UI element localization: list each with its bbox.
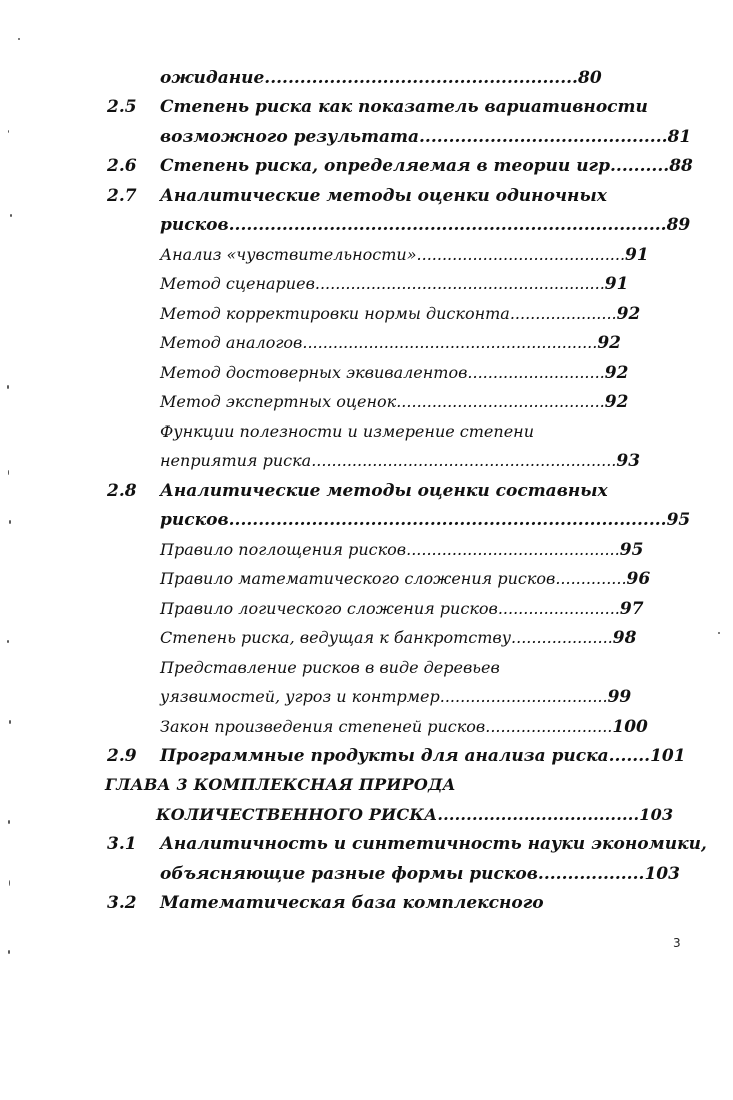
page-number: 3 xyxy=(673,936,681,950)
toc-entry-number: 2.8 xyxy=(107,481,137,501)
scan-speck xyxy=(9,520,11,524)
toc-entry xyxy=(160,421,534,443)
toc-entry-text: Аналитичность и синтетичность науки экономики, xyxy=(160,834,707,854)
toc-entry xyxy=(160,745,686,767)
toc-entry xyxy=(160,686,631,708)
toc-entry xyxy=(160,244,649,266)
toc-entry-page: 96 xyxy=(626,569,651,589)
toc-entry xyxy=(160,303,640,325)
scan-speck xyxy=(8,950,10,954)
toc-entry-page: 93 xyxy=(616,451,641,471)
scan-speck xyxy=(718,632,720,634)
scan-speck xyxy=(8,820,10,824)
toc-entry-text: возможного результата.......................................... xyxy=(160,127,668,147)
toc-entry-text: Программные продукты для анализа риска....... xyxy=(160,746,651,766)
toc-entry-page: 92 xyxy=(604,392,629,412)
toc-entry-page: 88 xyxy=(669,156,693,176)
toc-entry-text: Метод аналогов.......................................................... xyxy=(160,333,598,352)
toc-entry xyxy=(160,480,608,502)
toc-entry-number: 2.7 xyxy=(107,186,137,206)
toc-entry-page: 98 xyxy=(612,628,637,648)
toc-entry-page: 95 xyxy=(666,510,691,530)
toc-entry-number: 3.2 xyxy=(107,893,137,913)
toc-entry xyxy=(160,391,628,413)
scan-speck xyxy=(8,470,9,475)
toc-entry-text: Аналитические методы оценки составных xyxy=(160,481,608,501)
toc-entry-text: Математическая база комплексного xyxy=(160,893,544,913)
toc-entry-page: 101 xyxy=(650,746,686,766)
toc-entry xyxy=(160,96,648,118)
toc-entry-text: неприятия риска............................................................ xyxy=(160,451,617,470)
toc-entry-text: Правило математического сложения рисков.............. xyxy=(160,569,627,588)
toc-entry-page: 100 xyxy=(612,717,648,737)
toc-entry-text: Представление рисков в виде деревьев xyxy=(160,658,500,677)
toc-entry-page: 89 xyxy=(666,215,691,235)
scan-speck xyxy=(10,214,12,217)
toc-entry-number: 2.6 xyxy=(107,156,137,176)
toc-entry-page: 95 xyxy=(619,540,644,560)
toc-entry xyxy=(160,833,707,855)
toc-entry xyxy=(160,332,621,354)
toc-entry xyxy=(160,568,650,590)
toc-entry-text: рисков.......................................................................... xyxy=(160,510,667,530)
toc-entry-page: 92 xyxy=(604,363,629,383)
toc-entry-page: 103 xyxy=(644,864,680,884)
scan-speck xyxy=(18,38,20,40)
toc-entry xyxy=(160,273,628,295)
scan-speck xyxy=(8,130,9,133)
toc-entry xyxy=(160,362,628,384)
toc-entry-text: объясняющие разные формы рисков.................. xyxy=(160,864,645,884)
toc-entry-text: уязвимостей, угроз и контрмер................................. xyxy=(160,687,608,706)
toc-entry-text: рисков.......................................................................... xyxy=(160,215,667,235)
scan-speck xyxy=(7,640,9,643)
toc-entry-text: Метод корректировки нормы дисконта..................... xyxy=(160,304,617,323)
toc-entry-page: 91 xyxy=(604,274,629,294)
toc-entry-text: Правило логического сложения рисков........................ xyxy=(160,599,620,618)
toc-entry-page: 99 xyxy=(607,687,632,707)
scan-speck xyxy=(9,880,10,886)
chapter-heading-continued xyxy=(156,804,673,826)
chapter-heading: ГЛАВА 3 КОМПЛЕКСНАЯ ПРИРОДА xyxy=(105,775,456,794)
toc-entry-text: Аналитические методы оценки одиночных xyxy=(160,186,607,206)
toc-entry-text: Метод экспертных оценок......................................... xyxy=(160,392,605,411)
toc-entry xyxy=(160,627,636,649)
toc-entry-text: Метод сценариев......................................................... xyxy=(160,274,605,293)
toc-entry-page: 97 xyxy=(619,599,644,619)
toc-entry-text: Степень риска, определяемая в теории игр.......... xyxy=(160,156,670,176)
toc-entry-page: 81 xyxy=(667,127,692,147)
toc-entry xyxy=(160,185,607,207)
toc-entry-number: 2.5 xyxy=(107,97,137,117)
toc-entry-page: 91 xyxy=(625,245,649,265)
toc-entry xyxy=(160,214,690,236)
toc-entry xyxy=(160,716,648,738)
toc-entry xyxy=(160,450,640,472)
toc-entry-text: Степень риска, ведущая к банкротству.................... xyxy=(160,628,613,647)
scan-speck xyxy=(7,385,9,389)
toc-entry xyxy=(160,598,644,620)
toc-entry xyxy=(160,892,544,914)
toc-entry-text: Закон произведения степеней рисков......................... xyxy=(160,717,613,736)
toc-entry-page: 80 xyxy=(577,68,602,88)
toc-entry-page: 92 xyxy=(597,333,622,353)
toc-entry xyxy=(160,863,680,885)
chapter-page: 103 xyxy=(639,805,674,824)
scan-speck xyxy=(9,720,11,724)
toc-entry-number: 3.1 xyxy=(107,834,137,854)
chapter-title-text: КОЛИЧЕСТВЕННОГО РИСКА................................... xyxy=(156,805,640,824)
toc-entry xyxy=(160,67,602,89)
toc-entry-text: ожидание..................................................... xyxy=(160,68,578,88)
toc-entry-text: Функции полезности и измерение степени xyxy=(160,422,535,441)
toc-entry xyxy=(160,155,693,177)
toc-entry-text: Анализ «чувствительности»......................................... xyxy=(160,245,626,264)
toc-entry xyxy=(160,509,690,531)
toc-entry-text: Степень риска как показатель вариативности xyxy=(160,97,648,117)
toc-entry-text: Метод достоверных эквивалентов........................... xyxy=(160,363,605,382)
toc-entry xyxy=(160,126,691,148)
toc-entry-number: 2.9 xyxy=(107,746,137,766)
toc-entry-text: Правило поглощения рисков.......................................... xyxy=(160,540,620,559)
toc-entry-page: 92 xyxy=(616,304,641,324)
toc-entry xyxy=(160,539,643,561)
toc-entry xyxy=(160,657,500,679)
